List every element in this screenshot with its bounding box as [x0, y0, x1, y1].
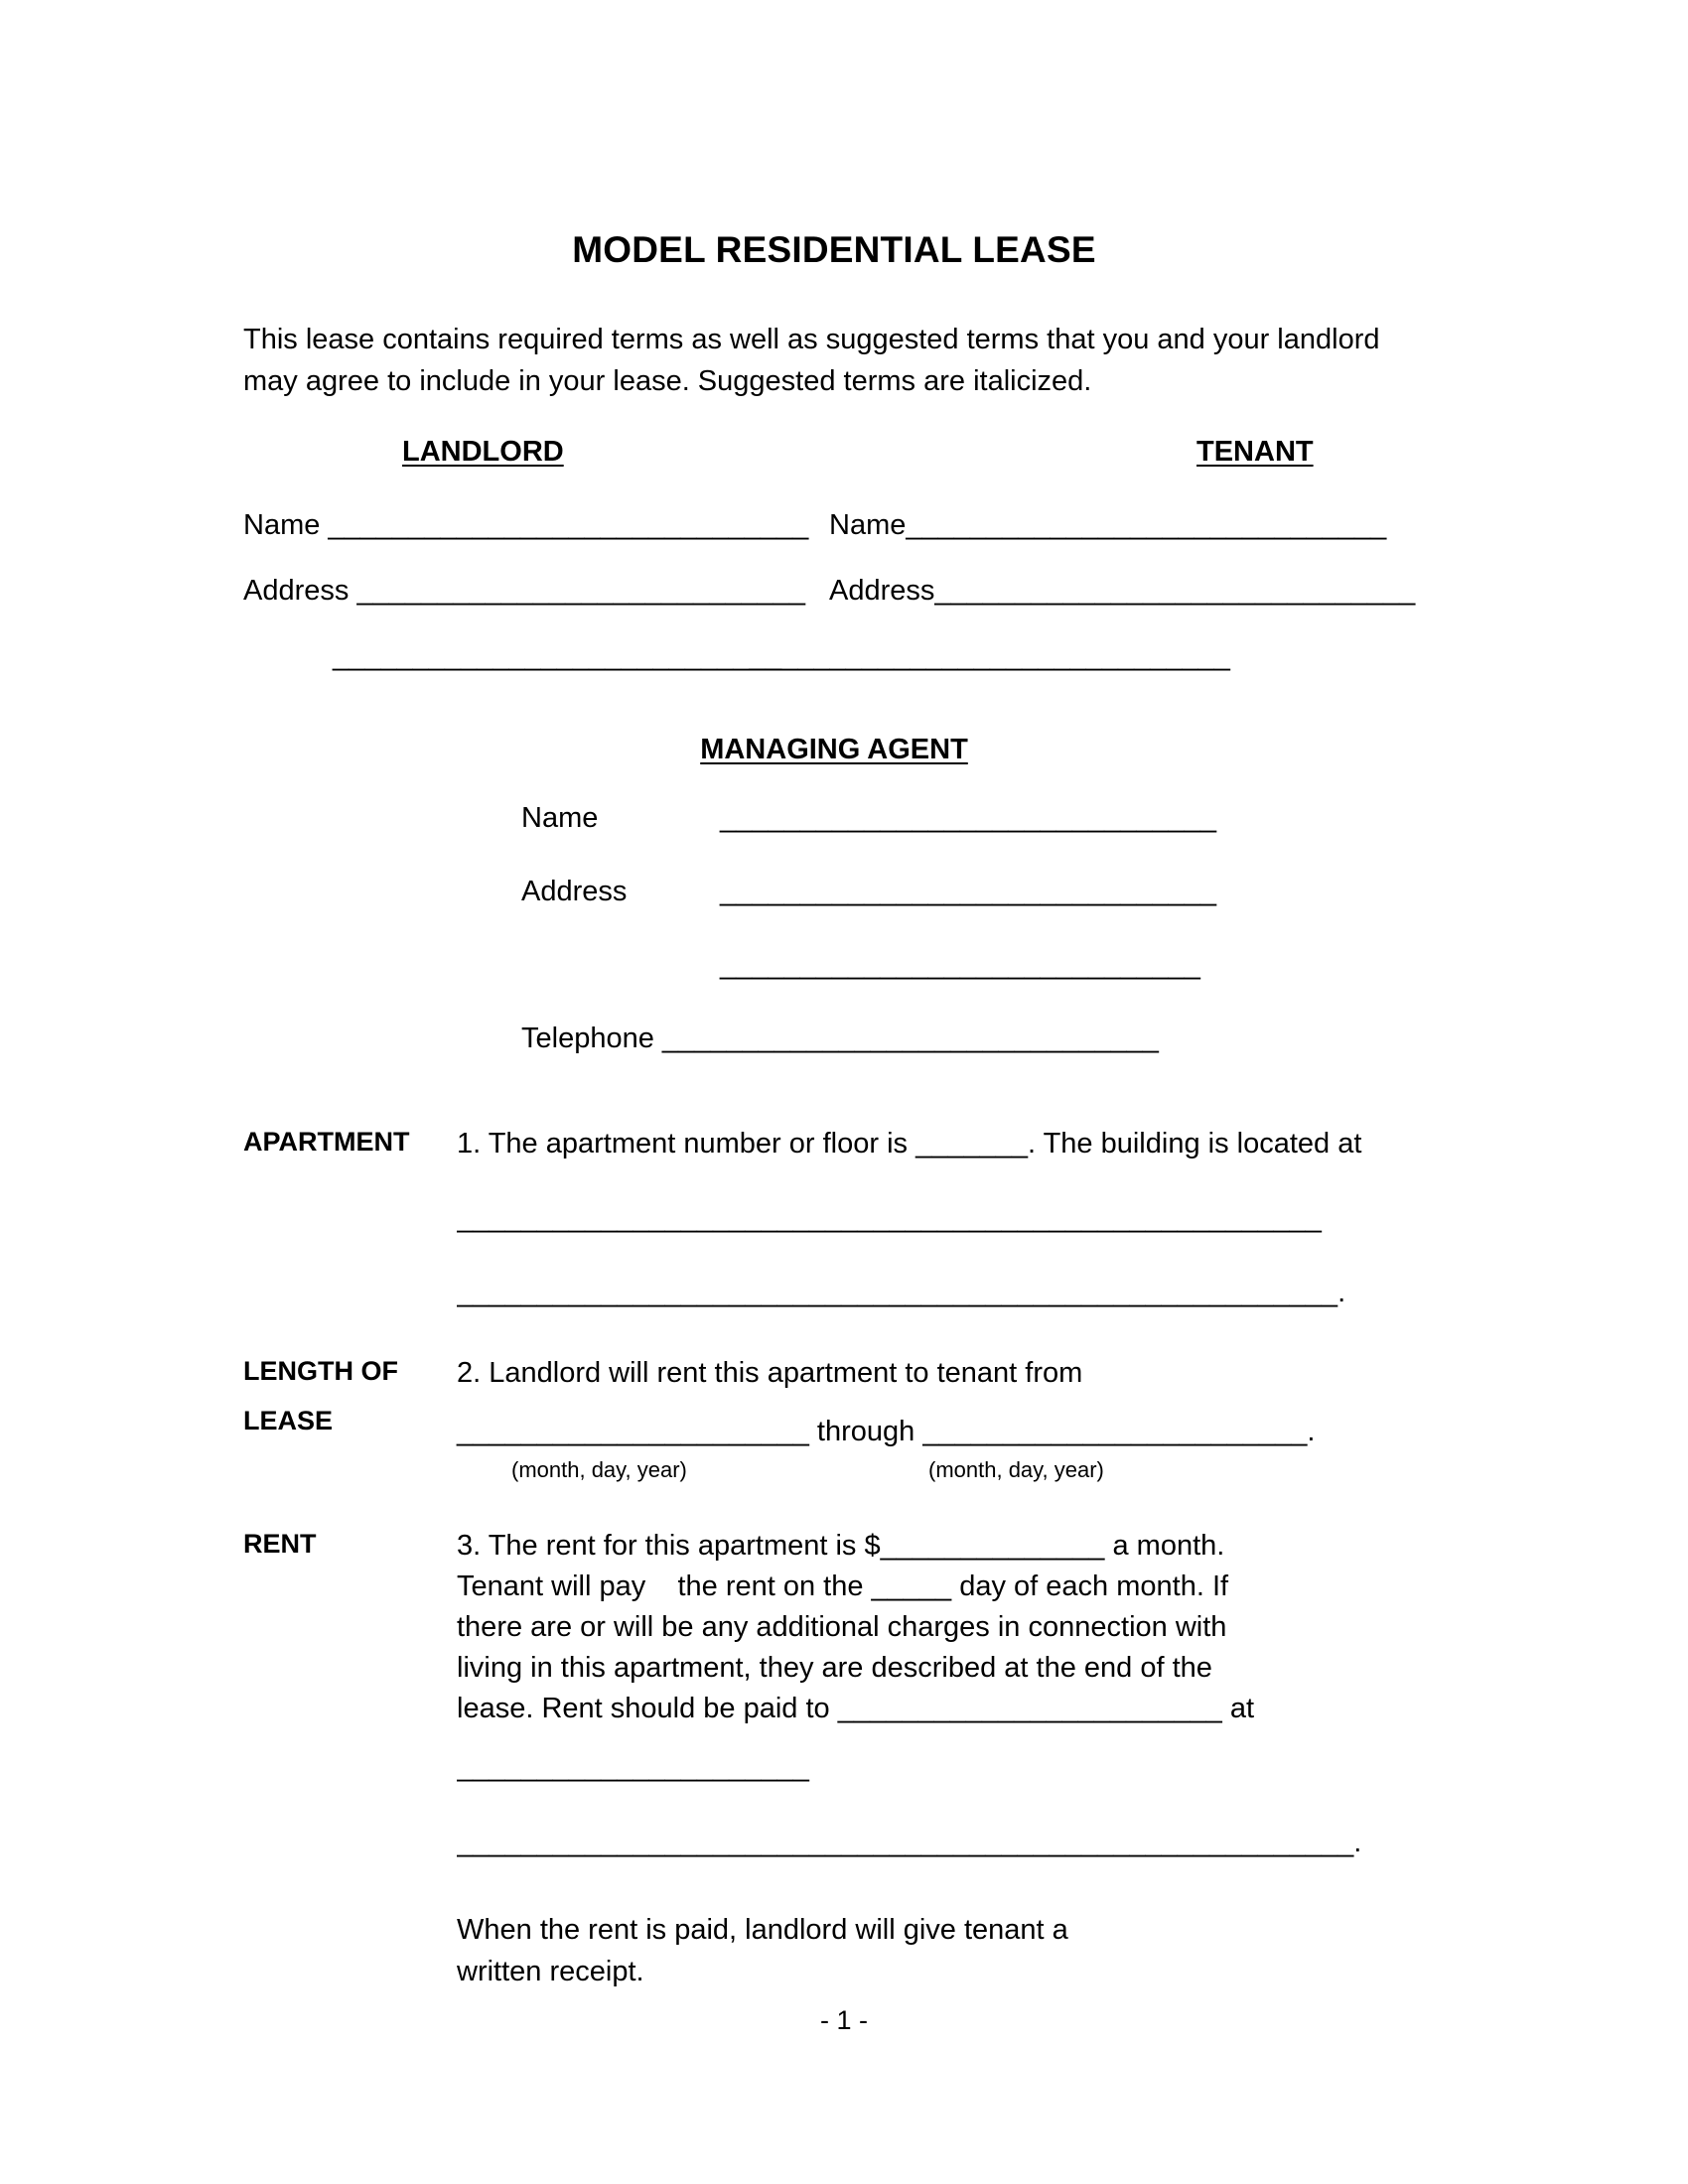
rent-amount-blank[interactable]: ______________ — [880, 1529, 1105, 1562]
clause-length-of-lease-date-row — [457, 1412, 1425, 1452]
clause-length-of-lease-body — [457, 1353, 1425, 1483]
clause-apartment-number-blank[interactable]: _______ — [915, 1127, 1028, 1160]
clause-rent-line1-b: a month. — [1104, 1529, 1225, 1562]
party-name-row — [243, 509, 1425, 575]
clause-rent-line-4: living in this apartment, they are described at the end of the — [457, 1652, 1212, 1685]
rent-due-day-blank[interactable]: _____ — [871, 1570, 952, 1602]
party-headings-row — [243, 436, 1425, 481]
landlord-heading: LANDLORD — [402, 435, 564, 468]
tenant-address-blank[interactable]: ______________________________ — [934, 574, 1416, 607]
clause-length-of-lease — [243, 1353, 1425, 1483]
rent-receipt-note-line-2: written receipt. — [457, 1955, 644, 1987]
clause-length-of-lease-label-line2: LEASE — [243, 1405, 334, 1435]
rent-payee-address-blank-short[interactable]: ______________________ — [457, 1751, 809, 1784]
lease-end-date-blank[interactable]: ________________________ — [922, 1416, 1308, 1448]
intro-paragraph: This lease contains required terms as well as suggested terms that you and your landlord may agree to include in your lease. Suggested terms are italicized. — [243, 324, 1380, 397]
clause-rent-label: RENT — [243, 1528, 317, 1559]
tenant-name-blank[interactable]: ______________________________ — [906, 508, 1387, 541]
tenant-address-blank-2[interactable]: ______________________________ — [750, 639, 1230, 672]
agent-telephone-label: Telephone — [521, 1022, 662, 1054]
party-address-continuation-row — [243, 640, 1425, 712]
clause-apartment-text-before: 1. The apartment number or floor is — [457, 1127, 916, 1160]
clause-apartment-blank-2[interactable]: _______________________________________________________. — [457, 1277, 1346, 1309]
clause-apartment-blank-1[interactable]: ______________________________________________________ — [457, 1201, 1322, 1234]
agent-address-continuation-row — [243, 949, 1425, 1023]
rent-receipt-note-line-1: When the rent is paid, landlord will give tenant a — [457, 1913, 1068, 1946]
agent-name-label: Name — [521, 801, 599, 834]
rent-receipt-note — [457, 1909, 1425, 1992]
clause-rent-line1-a: 3. The rent for this apartment is $ — [457, 1529, 881, 1562]
clause-rent-line-2 — [457, 1567, 1425, 1607]
tenant-heading: TENANT — [1196, 435, 1314, 468]
clause-rent-line2-b: day of each month. If — [951, 1570, 1229, 1602]
tenant-address-field[interactable] — [829, 575, 1415, 608]
rent-payee-address-blank-long[interactable]: ________________________________________________________. — [457, 1826, 1362, 1858]
document-content — [243, 228, 1425, 1992]
landlord-address-label: Address — [243, 574, 357, 607]
clause-rent-body — [457, 1526, 1425, 1992]
page-title: MODEL RESIDENTIAL LEASE — [572, 229, 1096, 270]
page-footer: - 1 - — [819, 2005, 868, 2035]
lease-date-period: . — [1307, 1416, 1316, 1448]
tenant-address-label: Address — [829, 574, 935, 607]
clause-apartment-label: APARTMENT — [243, 1126, 410, 1157]
landlord-address-field[interactable] — [243, 575, 805, 608]
clause-rent-line-1 — [457, 1526, 1425, 1567]
clause-rent-line-3: there are or will be any additional charges in connection with — [457, 1610, 1227, 1643]
agent-telephone-blank[interactable]: _______________________________ — [661, 1022, 1159, 1054]
rent-payee-blank[interactable]: ________________________ — [837, 1693, 1222, 1725]
agent-name-row — [243, 802, 1425, 876]
tenant-name-label: Name — [829, 508, 907, 541]
lease-start-date-hint: (month, day, year) — [511, 1456, 687, 1482]
clause-rent — [243, 1526, 1425, 1992]
agent-address-blank-2[interactable]: ______________________________ — [720, 948, 1200, 981]
clause-length-of-lease-label — [243, 1353, 442, 1439]
landlord-name-label: Name — [243, 508, 329, 541]
lease-start-date-blank[interactable]: ______________________ — [457, 1416, 809, 1448]
landlord-address-blank-2[interactable]: ____________________________ — [333, 639, 781, 672]
clause-rent-line-5 — [457, 1689, 1425, 1729]
clause-length-of-lease-lead: 2. Landlord will rent this apartment to tenant from — [457, 1357, 1083, 1390]
agent-telephone-field[interactable] — [521, 1023, 1159, 1055]
clause-apartment-text — [457, 1124, 1425, 1164]
agent-telephone-row — [243, 1023, 1425, 1096]
tenant-name-field[interactable] — [829, 509, 1386, 542]
clause-rent-line2-a: Tenant will pay the rent on the — [457, 1570, 872, 1602]
clause-rent-line5-b: at — [1221, 1693, 1255, 1725]
managing-agent-heading: MANAGING AGENT — [700, 733, 968, 765]
clause-apartment — [243, 1124, 1425, 1314]
landlord-name-field[interactable] — [243, 509, 808, 542]
clause-apartment-text-after: . The building is located at — [1027, 1127, 1362, 1160]
clause-length-of-lease-label-line1: LENGTH OF — [243, 1356, 398, 1387]
agent-address-blank[interactable]: _______________________________ — [720, 875, 1216, 907]
party-address-row — [243, 575, 1425, 640]
clause-length-of-lease-sublabels — [457, 1454, 1425, 1484]
landlord-name-blank[interactable]: ______________________________ — [328, 508, 809, 541]
through-word: through — [808, 1416, 923, 1448]
agent-address-label: Address — [521, 875, 628, 907]
clause-apartment-body — [457, 1124, 1425, 1314]
lease-end-date-hint: (month, day, year) — [928, 1456, 1104, 1482]
clause-rent-line5-a: lease. Rent should be paid to — [457, 1693, 838, 1725]
agent-address-row — [243, 876, 1425, 949]
landlord-address-blank[interactable]: ____________________________ — [356, 574, 806, 607]
agent-name-blank[interactable]: _______________________________ — [720, 801, 1216, 834]
